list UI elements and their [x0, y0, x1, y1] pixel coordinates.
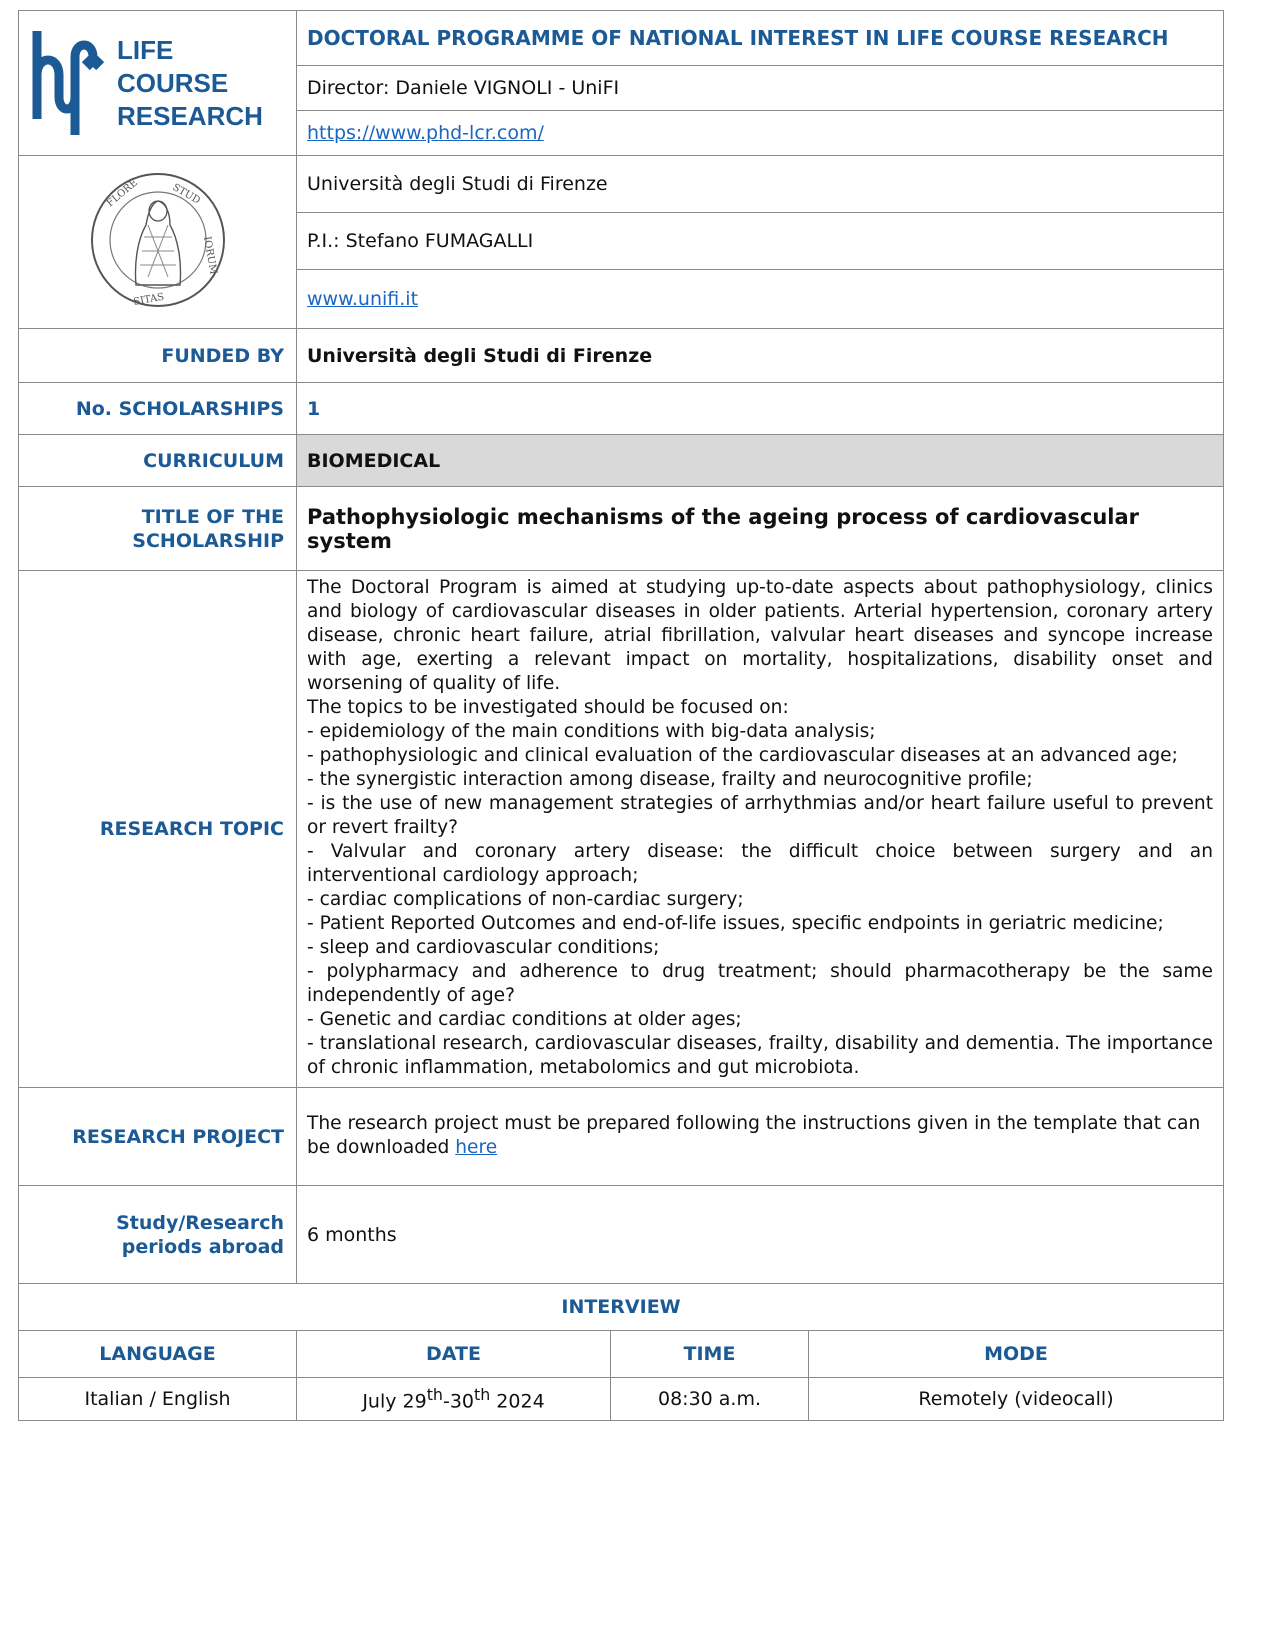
interview-date-prefix: July 29	[362, 1390, 427, 1413]
topic-paragraph: - the synergistic interaction among disease, frailty and neurocognitive profile;	[307, 769, 1033, 790]
document-sheet	[18, 10, 1223, 1421]
research-project-cell	[297, 1088, 1224, 1186]
scholarship-title-label-line-1: TITLE OF THE	[141, 505, 284, 528]
scholarship-title-label	[19, 487, 297, 571]
research-topic-label: RESEARCH TOPIC	[19, 571, 297, 1088]
topic-paragraph: - Patient Reported Outcomes and end-of-life issues, specific endpoints in geriatric medicine;	[307, 913, 1164, 934]
topic-paragraph: - Valvular and coronary artery disease: the difficult choice between surgery and an interventional cardiology approach;	[307, 841, 1213, 886]
programme-website-cell	[297, 111, 1224, 156]
interview-date-suffix: 2024	[490, 1390, 545, 1413]
scholarship-title-label-line-2: SCHOLARSHIP	[132, 529, 284, 552]
svg-text:IORUM: IORUM	[200, 235, 219, 276]
scholarships-label: No. SCHOLARSHIPS	[19, 383, 297, 435]
topic-paragraph: - pathophysiologic and clinical evaluation of the cardiovascular diseases at an advanced age;	[307, 745, 1178, 766]
abroad-value: 6 months	[297, 1186, 1224, 1284]
university-website-link[interactable]: www.unifi.it	[307, 288, 419, 310]
programme-website-link[interactable]: https://www.phd-lcr.com/	[307, 122, 544, 144]
unifi-seal-cell	[19, 156, 297, 329]
university-pi: P.I.: Stefano FUMAGALLI	[297, 213, 1224, 270]
logo-line-3: RESEARCH	[117, 100, 263, 131]
svg-text:SITAS: SITAS	[132, 291, 165, 308]
topic-paragraph: - Genetic and cardiac conditions at older ages;	[307, 1009, 742, 1030]
funded-by-label: FUNDED BY	[19, 329, 297, 383]
unifi-seal-icon	[88, 165, 228, 315]
lcr-logo-text	[117, 34, 263, 133]
abroad-label	[19, 1186, 297, 1284]
interview-date	[297, 1377, 611, 1420]
interview-mode: Remotely (videocall)	[809, 1377, 1224, 1420]
interview-header-language: LANGUAGE	[19, 1330, 297, 1377]
topic-paragraph: - epidemiology of the main conditions with big-data analysis;	[307, 721, 876, 742]
programme-director: Director: Daniele VIGNOLI - UniFI	[297, 66, 1224, 111]
funded-by-value: Università degli Studi di Firenze	[297, 329, 1224, 383]
abroad-label-line-2: periods abroad	[121, 1235, 284, 1258]
interview-date-sup-1: th	[426, 1384, 443, 1404]
topic-paragraph: The topics to be investigated should be focused on:	[307, 697, 789, 718]
lcr-logo-icon	[29, 27, 107, 139]
interview-language: Italian / English	[19, 1377, 297, 1420]
research-topic-text	[297, 571, 1224, 1088]
programme-title: DOCTORAL PROGRAMME OF NATIONAL INTEREST IN LIFE COURSE RESEARCH	[297, 11, 1224, 66]
topic-paragraph: - translational research, cardiovascular diseases, frailty, disability and dementia. The importance of chronic inflammation, metabolomics and gut microbiota.	[307, 1033, 1213, 1078]
programme-table	[18, 10, 1224, 1284]
interview-date-mid: -30	[442, 1390, 475, 1413]
svg-text:STUD: STUD	[170, 182, 202, 207]
topic-paragraph: The Doctoral Program is aimed at studying up-to-date aspects about pathophysiology, clinics and biology of cardiovascular diseases in older patients. Arterial hypertension, coronary artery disease, chronic heart failure, atrial fibrillation, valvular heart diseases and syncope increase with age, exerting a relevant impact on mortality, hospitalizations, disability onset and worsening of quality of life.	[307, 577, 1213, 694]
interview-header-date: DATE	[297, 1330, 611, 1377]
lcr-logo-cell	[19, 11, 297, 156]
interview-time: 08:30 a.m.	[611, 1377, 809, 1420]
topic-paragraph: - cardiac complications of non-cardiac surgery;	[307, 889, 744, 910]
template-download-link[interactable]: here	[455, 1136, 498, 1158]
interview-table	[18, 1283, 1224, 1421]
svg-text:FLORE: FLORE	[104, 177, 140, 210]
logo-line-1: LIFE	[117, 34, 174, 65]
interview-title: INTERVIEW	[19, 1283, 1224, 1330]
lcr-logo	[19, 15, 296, 151]
curriculum-value: BIOMEDICAL	[297, 435, 1224, 487]
topic-paragraph: - sleep and cardiovascular conditions;	[307, 937, 660, 958]
research-project-text: The research project must be prepared following the instructions given in the template that can be downloaded	[307, 1112, 1201, 1158]
research-project-label: RESEARCH PROJECT	[19, 1088, 297, 1186]
scholarships-value: 1	[297, 383, 1224, 435]
logo-line-2: COURSE	[117, 67, 229, 98]
scholarship-title-value: Pathophysiologic mechanisms of the ageing process of cardiovascular system	[297, 487, 1224, 571]
abroad-label-line-1: Study/Research	[116, 1211, 284, 1234]
topic-paragraph: - polypharmacy and adherence to drug treatment; should pharmacotherapy be the same independently of age?	[307, 961, 1213, 1006]
interview-header-mode: MODE	[809, 1330, 1224, 1377]
university-website-cell	[297, 270, 1224, 329]
curriculum-label: CURRICULUM	[19, 435, 297, 487]
topic-paragraph: - is the use of new management strategies of arrhythmias and/or heart failure useful to prevent or revert frailty?	[307, 793, 1213, 838]
university-name: Università degli Studi di Firenze	[297, 156, 1224, 213]
interview-header-time: TIME	[611, 1330, 809, 1377]
interview-date-sup-2: th	[474, 1384, 491, 1404]
